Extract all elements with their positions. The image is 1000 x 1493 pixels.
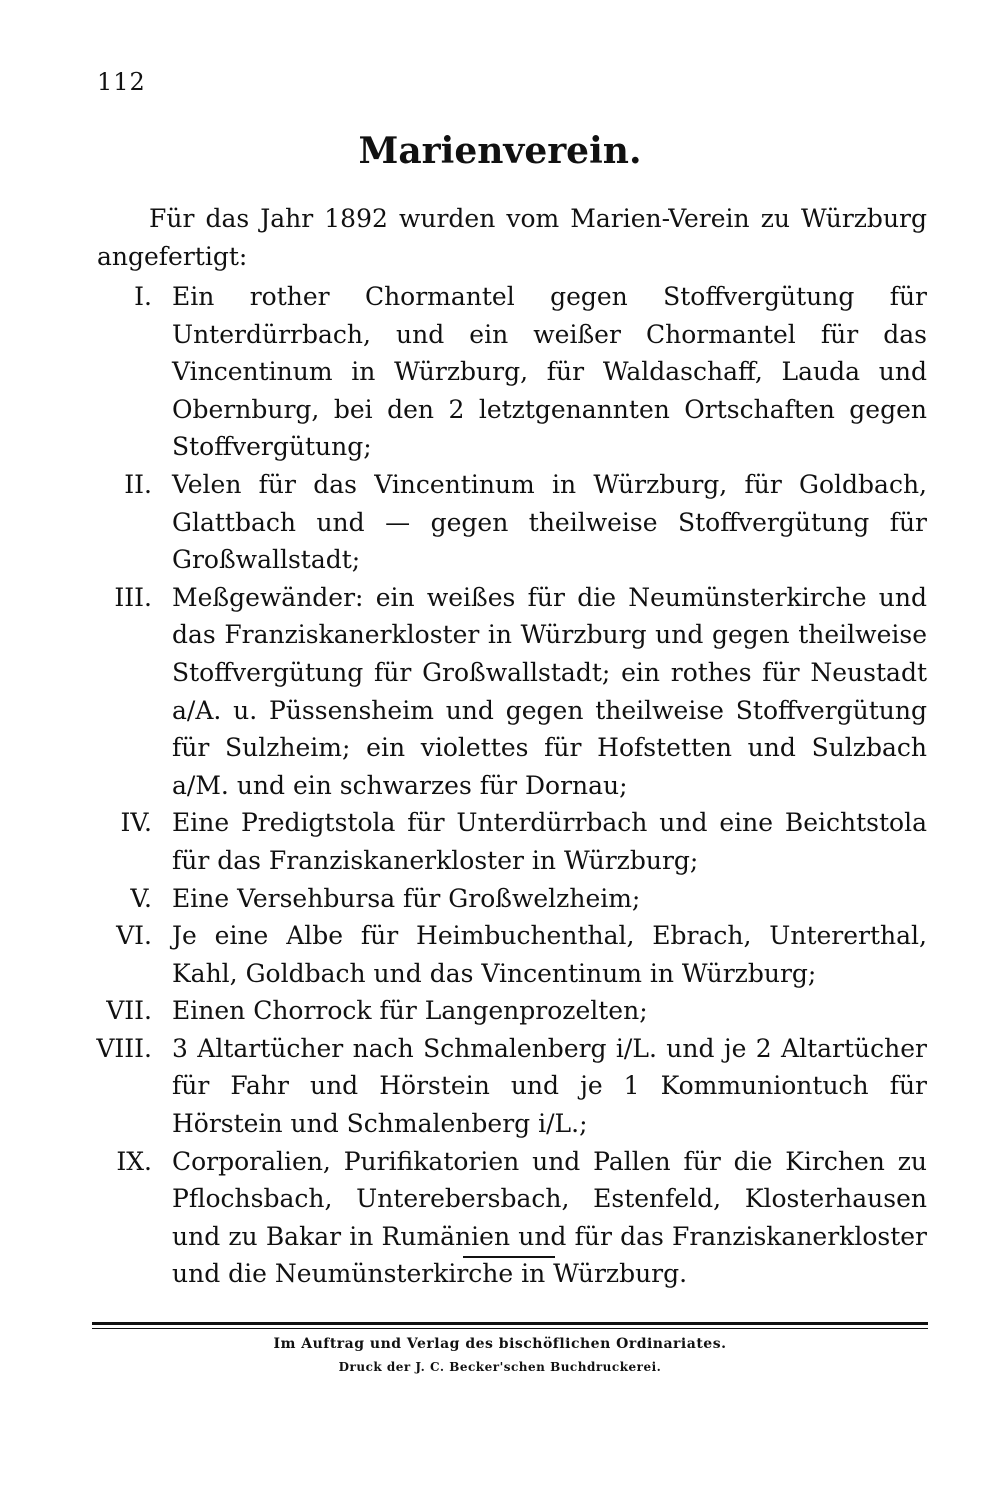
footer-printer: Druck der J. C. Becker'schen Buchdruckerei. [338,1360,662,1374]
list-item [0,917,1000,992]
item-text: Eine Predigtstola für Unterdürrbach und eine Beichtstola für das Franziskanerkloster in Würzburg; [172,808,927,875]
item-numeral: I. [134,282,152,311]
item-numeral: III. [114,582,152,612]
list-item [0,804,1000,879]
item-numeral: VII. [106,996,152,1026]
item-numeral: IX. [116,1146,152,1176]
item-text: Eine Versehbursa für Großwelzheim; [172,883,641,913]
list-item [0,1030,1000,1143]
item-text: Je eine Albe für Heimbuchenthal, Ebrach, Untererthal, Kahl, Goldbach und das Vincentinum in Würzburg; [172,921,927,988]
item-text: Ein rother Chormantel gegen Stoffvergütung für Unterdürrbach, und ein weißer Chormantel für das Vincentinum in Würzburg, für Waldaschaff, Lauda und Obernburg, bei den 2 letztgenannten Ortschaften gegen Stoffvergütung; [172,282,927,462]
list-item [0,1143,1000,1293]
section-end-rule [463,1256,555,1258]
item-text: 3 Altartücher nach Schmalenberg i/L. und je 2 Altartücher für Fahr und Hörstein und je 1 Kommuniontuch für Hörstein und Schmalenberg i/L.; [172,1033,927,1139]
item-numeral: IV. [120,808,152,838]
item-text: Einen Chorrock für Langenprozelten; [172,996,648,1026]
list-item [0,579,1000,805]
page-title: Marienverein. [358,130,642,172]
list-item [0,992,1000,1030]
intro-paragraph: Für das Jahr 1892 wurden vom Marien-Verein zu Würzburg angefertigt: [97,204,927,271]
item-text: Velen für das Vincentinum in Würzburg, für Goldbach, Glattbach und — gegen theilweise Stoffvergütung für Großwallstadt; [172,469,927,575]
list-item [0,466,1000,579]
footer-rule-thin [92,1328,928,1329]
item-numeral: VI. [116,921,152,951]
page-number: 112 [97,68,146,96]
item-list [0,278,1000,1293]
item-numeral: V. [130,883,152,913]
item-text: Corporalien, Purifikatorien und Pallen für die Kirchen zu Pflochsbach, Unterebersbach, Estenfeld, Klosterhausen und zu Bakar in Rumänien und für das Franziskanerkloster und die Neumünsterkirche in Würzburg. [172,1146,927,1289]
item-numeral: VIII. [96,1033,152,1063]
footer-publisher: Im Auftrag und Verlag des bischöflichen Ordinariates. [273,1336,727,1352]
list-item [0,880,1000,918]
item-numeral: II. [124,469,152,499]
footer-rule-thick [92,1322,928,1325]
item-text: Meßgewänder: ein weißes für die Neumünsterkirche und das Franziskanerkloster in Würzburg und gegen theilweise Stoffvergütung für Großwallstadt; ein rothes für Neustadt a/A. u. Püssensheim und gegen theilweise Stoffvergütung für Sulzheim; ein violettes für Hofstetten und Sulzbach a/M. und ein schwarzes für Dornau; [172,582,927,800]
list-item [0,278,1000,466]
